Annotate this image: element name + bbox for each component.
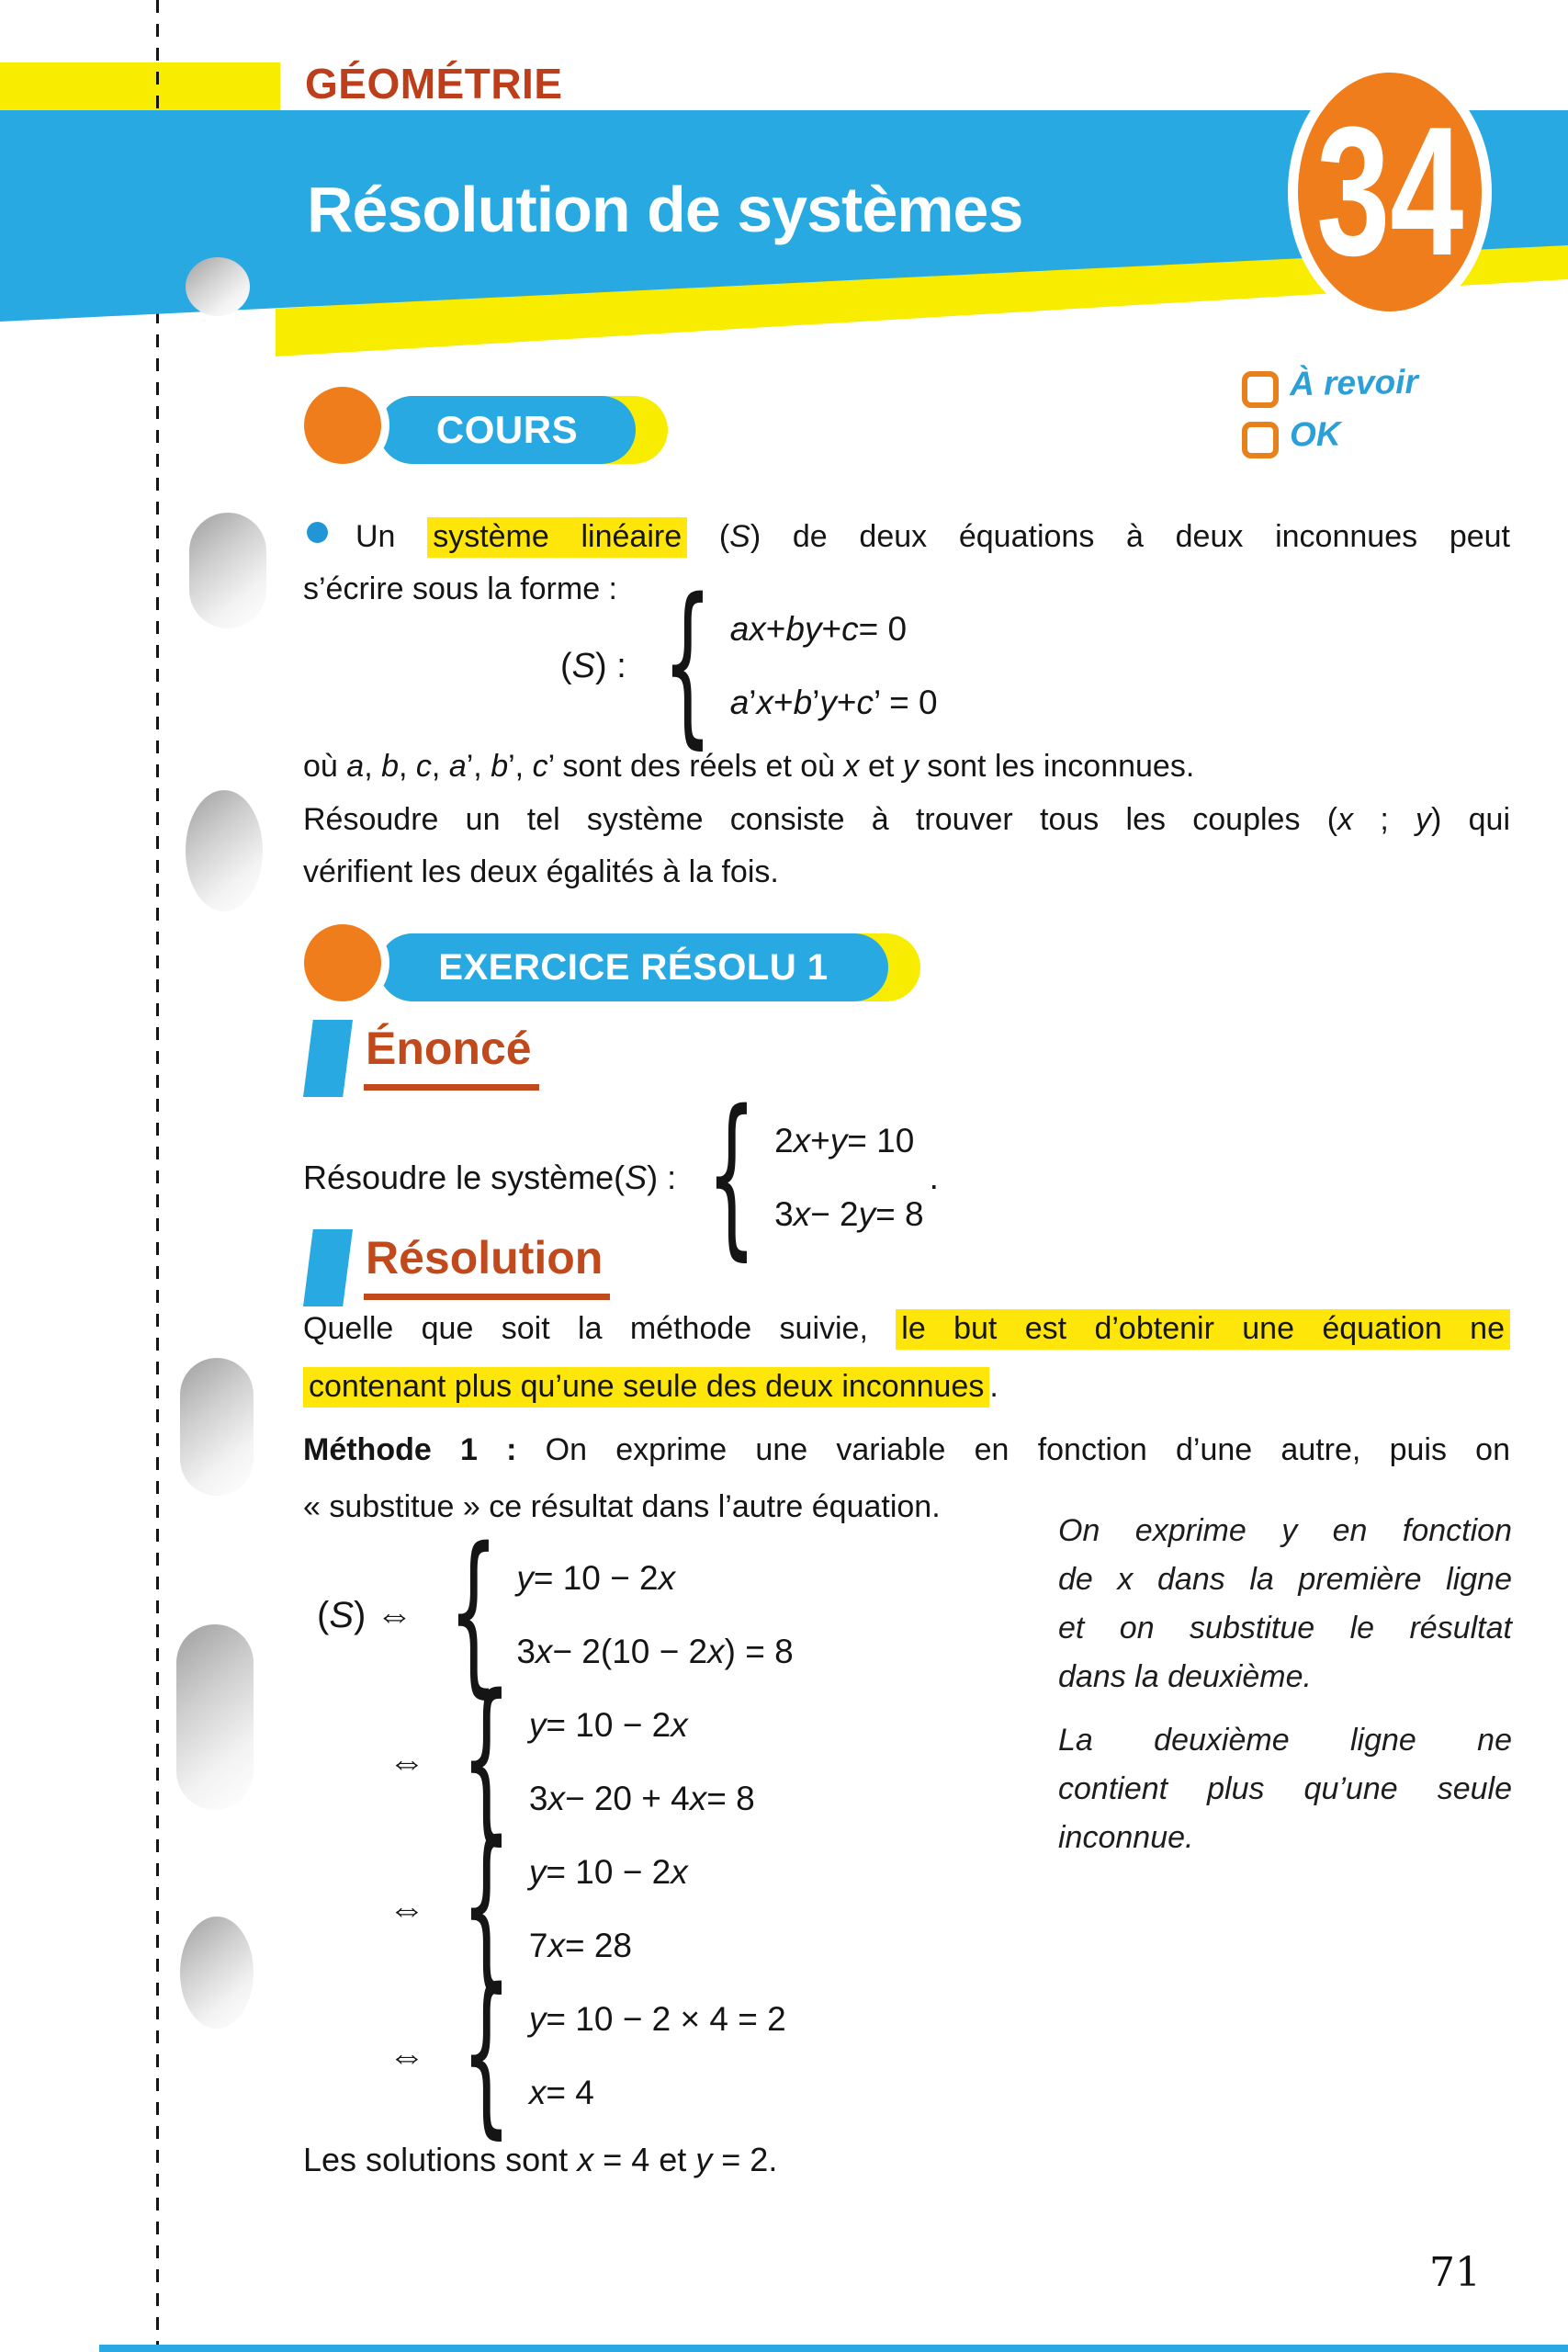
section-marker-icon	[303, 1020, 353, 1097]
cut-dashed-line	[156, 0, 159, 2352]
cours-intro-line2: s’écrire sous la forme :	[303, 571, 617, 606]
equivalence-arrow-icon: ⇔	[389, 2035, 425, 2076]
binder-hole	[180, 1358, 254, 1496]
chapter-number: 34	[1315, 89, 1464, 294]
binder-hole	[186, 790, 263, 911]
equivalence-arrow-icon: ⇔	[389, 1741, 425, 1782]
equation-line: y = 10 − 2 x	[528, 1706, 688, 1744]
binder-hole	[176, 1624, 254, 1810]
bullet-icon	[307, 522, 328, 543]
equation-line: y = 10 − 2 x	[528, 1853, 688, 1891]
checkbox-a-revoir[interactable]	[1242, 371, 1279, 408]
resolution-goal-line1	[303, 1303, 1510, 1355]
goal-highlight-2: contenant plus qu’une seule des deux inconnues	[303, 1367, 989, 1408]
reals-mid1: sont des réels et où	[553, 749, 844, 784]
equation-line: y = 10 − 2 × 4 = 2	[528, 2000, 786, 2038]
cours-intro-line1	[303, 511, 1510, 563]
resolution-heading: Résolution	[364, 1231, 610, 1300]
binder-hole	[189, 513, 266, 628]
intro-sep	[687, 519, 719, 554]
derivation-step-2	[389, 1657, 755, 1860]
left-brace-icon: {	[461, 1657, 512, 1860]
cours-badge-label: COURS	[378, 396, 636, 464]
resoudre-post: qui	[1441, 802, 1510, 837]
page-title: Résolution de systèmes	[307, 174, 1023, 245]
equation-line: y = 10 − 2 x	[516, 1559, 676, 1597]
goal-pre: Quelle que soit la méthode suivie,	[303, 1311, 897, 1346]
cours-resoudre-line1	[303, 794, 1510, 846]
methode1-rest: On exprime une variable en fonction d’une autre, puis on	[516, 1432, 1510, 1467]
reals-x: x	[843, 749, 860, 784]
intro-post: de deux équations à deux inconnues peut	[761, 519, 1510, 554]
left-brace-icon: {	[448, 1510, 500, 1713]
left-brace-icon: {	[662, 561, 713, 764]
equation-line: 3 x − 2 y = 8	[774, 1195, 924, 1233]
section-label: GÉOMÉTRIE	[305, 60, 563, 107]
note-line: dans la deuxième.	[1058, 1659, 1312, 1694]
enonce-pre: Résoudre le système	[303, 1159, 615, 1196]
cours-reals-line	[303, 741, 1510, 793]
intro-system-symbol: (S)	[718, 519, 761, 554]
note-line: La deuxième ligne ne	[1058, 1723, 1512, 1758]
left-brace-icon: {	[461, 1951, 512, 2154]
note-line: de x dans la première ligne	[1058, 1562, 1512, 1597]
exercice-badge-label: EXERCICE RÉSOLU 1	[378, 933, 888, 1001]
margin-note-2	[1058, 1716, 1512, 1862]
equation-line: 7 x = 28	[528, 1927, 633, 1964]
exercice-resolu-badge	[296, 912, 939, 1015]
equation-line: 3 x − 2(10 − 2 x ) = 8	[516, 1633, 794, 1670]
derivation-step-4	[389, 1951, 786, 2154]
reals-mid2: et	[859, 749, 903, 784]
methode1-label: Méthode 1 :	[303, 1432, 517, 1467]
cours-badge	[296, 375, 682, 478]
reals-post: sont les inconnues.	[918, 749, 1195, 784]
checkbox-ok-label: OK	[1289, 414, 1341, 454]
left-brace-icon: {	[706, 1073, 757, 1276]
reals-vars: a, b, c, a’, b’, c’	[346, 749, 554, 784]
binder-hole	[186, 257, 250, 316]
conclusion-x: x = 4	[577, 2141, 650, 2178]
resolution-goal-line2	[303, 1361, 1510, 1413]
chapter-number-badge	[1288, 62, 1492, 322]
period: .	[929, 1159, 939, 1196]
methode1-line2: « substitue » ce résultat dans l’autre équation.	[303, 1489, 941, 1524]
margin-note-1	[1058, 1507, 1512, 1702]
equivalence-arrow-icon: (S) ⇔	[317, 1594, 413, 1635]
equation-line: a x + b y + c = 0	[729, 610, 908, 648]
top-yellow-bar	[0, 62, 280, 110]
equation-line: x = 4	[528, 2074, 594, 2111]
methode1-line1	[303, 1424, 1510, 1476]
checkbox-ok[interactable]	[1242, 422, 1279, 458]
derivation-step-1	[317, 1510, 794, 1713]
note-line: On exprime y en fonction	[1058, 1513, 1512, 1548]
equation-line: 3 x − 20 + 4 x = 8	[528, 1780, 755, 1817]
binder-hole	[180, 1917, 254, 2029]
checkbox-a-revoir-label: À revoir	[1289, 362, 1419, 403]
reals-pre: où	[303, 749, 347, 784]
conclusion-mid: et	[649, 2141, 696, 2178]
left-brace-icon: {	[461, 1804, 512, 2007]
equation-line: a ’ x + b ’ y + c ’ = 0	[729, 684, 938, 721]
reals-y: y	[902, 749, 919, 784]
intro-pre: Un	[355, 519, 428, 554]
conclusion-post: .	[768, 2141, 778, 2178]
equivalence-arrow-icon: ⇔	[389, 1888, 425, 1929]
note-line: inconnue.	[1058, 1820, 1194, 1855]
resoudre-couple: (x ; y)	[1326, 802, 1442, 837]
cours-system	[560, 561, 938, 764]
bottom-blue-bar	[99, 2345, 1568, 2352]
intro-highlight: système linéaire	[427, 517, 687, 558]
derivation-step-3	[389, 1804, 688, 2007]
conclusion-line	[303, 2141, 777, 2179]
goal-highlight-1: le but est d’obtenir une équation ne	[896, 1309, 1510, 1350]
enonce-heading: Énoncé	[364, 1022, 539, 1091]
cours-resoudre-line2: vérifient les deux égalités à la fois.	[303, 854, 779, 889]
resoudre-pre: Résoudre un tel système consiste à trouver tous les couples	[303, 802, 1327, 837]
system-label: (S) :	[560, 646, 626, 685]
chapter-badge-circle-icon	[1298, 73, 1482, 311]
conclusion-pre: Les solutions sont	[303, 2141, 578, 2178]
badge-circle-icon	[296, 916, 389, 1010]
equation-line: 2 x + y = 10	[774, 1122, 915, 1159]
goal-post: .	[989, 1369, 998, 1404]
badge-circle-icon	[296, 379, 389, 472]
note-line: et on substitue le résultat	[1058, 1611, 1512, 1645]
conclusion-y: y = 2	[695, 2141, 769, 2178]
page-number: 71	[1429, 2249, 1481, 2296]
system-label: (S) :	[614, 1159, 677, 1196]
note-line: contient plus qu’une seule	[1058, 1771, 1512, 1806]
